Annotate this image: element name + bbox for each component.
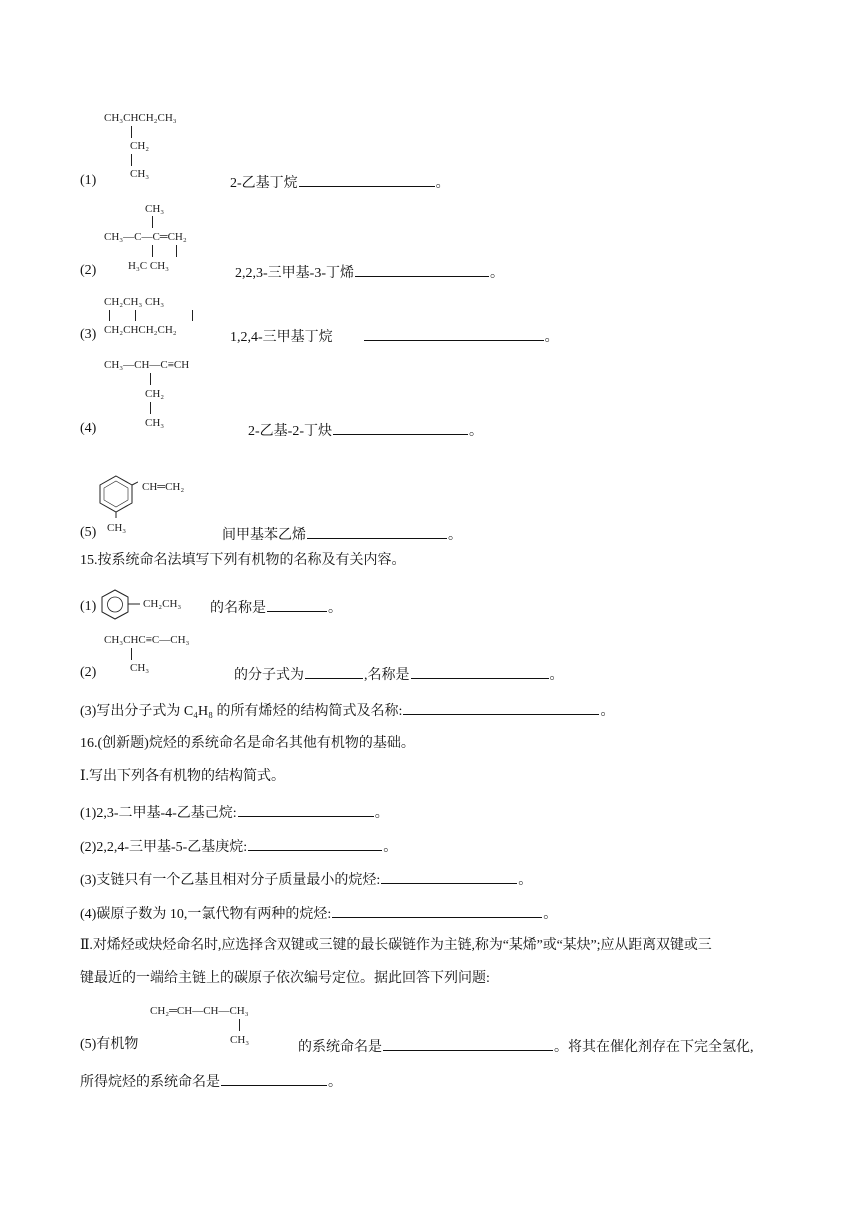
q16-title: 16.(创新题)烷烃的系统命名是命名其他有机物的基础。 xyxy=(80,736,415,751)
benzene-ring-icon xyxy=(98,474,138,518)
q14-item-5: (5) xyxy=(80,525,97,540)
struct-3-bond2 xyxy=(135,310,136,321)
struct-1-bond2 xyxy=(131,154,132,166)
q14-item-3-name-line: 1,2,4-三甲基丁烷 。 xyxy=(230,326,559,347)
struct-2-bot: H₃C CH₃ xyxy=(128,260,169,272)
struct-1-bond xyxy=(131,126,132,138)
q15-p2-struct-bot: CH₃ xyxy=(130,662,150,674)
item-number: (1) xyxy=(80,173,97,188)
struct-4-bond2 xyxy=(150,402,151,414)
q16-i5-struct-bot: CH₃ xyxy=(230,1034,250,1046)
given-name: 2-乙基丁烷 xyxy=(230,176,298,191)
q15-p2-number: (2) xyxy=(80,665,97,680)
struct-4-bond xyxy=(150,373,151,385)
answer-blank[interactable] xyxy=(238,802,374,817)
struct-4-bot: CH₃ xyxy=(145,417,165,429)
answer-blank[interactable] xyxy=(333,420,468,435)
struct-1-mid: CH₂ xyxy=(130,140,150,152)
struct-3-bot: CH₂CHCH₂CH₂ xyxy=(104,324,177,336)
q14-item-1-name-line: 2-乙基丁烷 。 xyxy=(230,172,450,193)
benzene-ring-icon xyxy=(100,588,140,622)
q16-i5-line-cont: 的系统命名是 。将其在催化剂存在下完全氢化, xyxy=(298,1036,754,1057)
struct-2-top: CH₃ xyxy=(145,203,165,215)
q14-item-1 xyxy=(80,172,96,190)
struct-2-bond2 xyxy=(152,245,153,257)
q14-item-4: (4) xyxy=(80,421,97,436)
q16-i5-bond xyxy=(239,1019,240,1031)
struct-4-main: CH₃—CH—C≡CH xyxy=(104,359,190,371)
answer-blank[interactable] xyxy=(403,700,599,715)
answer-blank[interactable] xyxy=(364,326,544,341)
q16-section-2-line2: 键最近的一端给主链上的碳原子依次编号定位。据此回答下列问题: xyxy=(80,971,490,986)
q14-item-2: (2) xyxy=(80,263,97,278)
q15-p1-line: 的名称是 。 xyxy=(210,597,342,618)
q14-item-2-name-line: 2,2,3-三甲基-3-丁烯 。 xyxy=(235,262,504,283)
struct-2-main: CH₃—C—C═CH₂ xyxy=(104,231,187,243)
q15-p2-line: 的分子式为 ,名称是 。 xyxy=(234,664,564,685)
q14-item-5-name-line: 间甲基苯乙烯 。 xyxy=(222,524,462,545)
q14-item-4-name-line: 2-乙基-2-丁炔 。 xyxy=(248,420,483,441)
given-name: 间甲基苯乙烯 xyxy=(222,528,306,543)
formula-blank[interactable] xyxy=(305,664,363,679)
struct-5-methyl: CH₃ xyxy=(107,522,127,534)
q16-i4-line: (4)碳原子数为 10,一氯代物有两种的烷烃: 。 xyxy=(80,903,557,924)
answer-blank[interactable] xyxy=(332,903,542,918)
q15-p1-struct: CH₂CH₃ xyxy=(143,598,182,610)
q16-i1-line: (1)2,3-二甲基-4-乙基己烷: 。 xyxy=(80,802,389,823)
struct-2-bond3 xyxy=(176,245,177,257)
q14-item-3: (3) xyxy=(80,327,97,342)
struct-1-top: CH₃CHCH₂CH₃ xyxy=(104,112,177,124)
q15-p2-bond xyxy=(131,648,132,660)
struct-1-bot: CH₃ xyxy=(130,168,150,180)
struct-3-top: CH₂CH₃ CH₃ xyxy=(104,296,165,308)
q16-i5-line2: 所得烷烃的系统命名是 。 xyxy=(80,1071,342,1092)
answer-blank[interactable] xyxy=(299,172,435,187)
answer-blank[interactable] xyxy=(383,1036,553,1051)
q15-p3-line: (3)写出分子式为 C₄H₈ 的所有烯烃的结构简式及名称: 。 xyxy=(80,700,614,721)
q15-p2-struct-top: CH₃CHC≡C—CH₃ xyxy=(104,634,190,646)
struct-3-bond xyxy=(109,310,110,321)
q15-title: 15.按系统命名法填写下列有机物的名称及有关内容。 xyxy=(80,553,406,568)
struct-2-bond xyxy=(152,216,153,228)
q15-p1-number: (1) xyxy=(80,599,97,614)
answer-blank[interactable] xyxy=(381,869,517,884)
answer-blank[interactable] xyxy=(221,1071,327,1086)
q16-i2-line: (2)2,2,4-三甲基-5-乙基庚烷: 。 xyxy=(80,836,397,857)
given-name: 2,2,3-三甲基-3-丁烯 xyxy=(235,266,354,281)
q16-i5-line: (5)有机物 xyxy=(80,1037,139,1052)
given-name: 2-乙基-2-丁炔 xyxy=(248,424,332,439)
q16-i5-struct-main: CH₂═CH—CH—CH₃ xyxy=(150,1005,249,1017)
answer-blank[interactable] xyxy=(248,836,382,851)
q16-section-1: Ⅰ.写出下列各有机物的结构简式。 xyxy=(80,769,286,784)
answer-blank[interactable] xyxy=(267,597,327,612)
answer-blank[interactable] xyxy=(307,524,447,539)
name-blank[interactable] xyxy=(411,664,549,679)
answer-blank[interactable] xyxy=(355,262,489,277)
q16-i3-line: (3)支链只有一个乙基且相对分子质量最小的烷烃: 。 xyxy=(80,869,532,890)
struct-3-bond3 xyxy=(192,310,193,321)
struct-5-vinyl: CH═CH₂ xyxy=(142,481,185,493)
given-name: 1,2,4-三甲基丁烷 xyxy=(230,330,333,345)
struct-4-mid: CH₂ xyxy=(145,388,165,400)
q16-section-2-line1: Ⅱ.对烯烃或炔烃命名时,应选择含双键或三键的最长碳链作为主链,称为“某烯”或“某炔”;应从距离双键或三 xyxy=(80,938,712,953)
